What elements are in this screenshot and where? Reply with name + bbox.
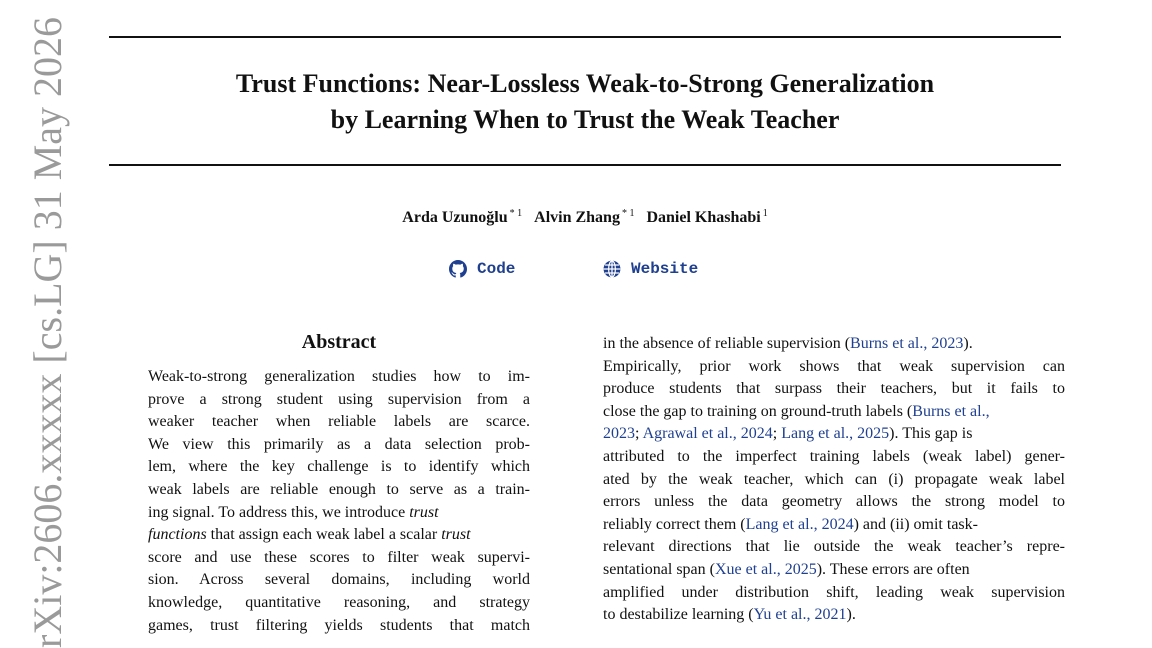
intro-text: sentational span ( (603, 560, 715, 578)
abstract-line (148, 524, 530, 547)
author-2 (534, 209, 634, 226)
abstract-line: prove a strong student using supervision from a (148, 390, 530, 408)
emphasis-trust: trust (441, 526, 471, 544)
citation-link[interactable]: Lang et al., 2025 (781, 425, 890, 443)
intro-line: relevant directions that lie outside the weak teacher’s repre- (603, 538, 1065, 556)
author-name: Arda Uzunoğlu (402, 209, 508, 227)
code-link-label: Code (477, 260, 516, 278)
intro-text: ). (846, 606, 856, 624)
author-1 (402, 209, 522, 226)
paper-title (109, 66, 1061, 138)
abstract-heading: Abstract (301, 331, 377, 353)
intro-text: ). This gap is (889, 425, 973, 443)
citation-link[interactable]: Burns et al., (912, 402, 990, 420)
abstract-line: weak labels are reliable enough to serve as a train- (148, 480, 530, 498)
author-affiliation-mark: 1 (762, 208, 768, 219)
intro-text: ). (963, 335, 973, 352)
code-link[interactable] (449, 260, 515, 278)
abstract-line: lem, where the key challenge is to identify which (148, 458, 530, 476)
author-list (109, 208, 1061, 227)
intro-line (603, 559, 1065, 582)
abstract-line: knowledge, quantitative reasoning, and strategy (148, 593, 530, 611)
intro-line: errors unless the data geometry allows the strong model to (603, 493, 1065, 511)
abstract-line: We view this primarily as a data selection prob- (148, 435, 530, 453)
citation-link[interactable]: Xue et al., 2025 (714, 560, 817, 578)
resource-links (0, 260, 1152, 284)
intro-line (603, 604, 1065, 627)
intro-line: ated by the weak teacher, which can (i) propagate weak label (603, 470, 1065, 488)
author-affiliation-mark: * 1 (509, 208, 523, 219)
author-name: Daniel Khashabi (646, 209, 761, 227)
citation-link[interactable]: 2023 (603, 425, 635, 443)
arxiv-stamp: rXiv:2606.xxxxx [cs.LG] 31 May 2026 (25, 16, 70, 648)
globe-icon (603, 260, 621, 278)
abstract-text: ing signal. To address this, we introduce (148, 503, 406, 521)
title-line-2: by Learning When to Trust the Weak Teacher (330, 105, 840, 134)
abstract-line: sion. Across several domains, including world (148, 571, 530, 589)
introduction-body (603, 333, 1065, 627)
citation-link[interactable]: Yu et al., 2021 (753, 606, 847, 624)
title-rule-top (109, 36, 1061, 38)
emphasis-functions: functions (148, 526, 207, 544)
author-name: Alvin Zhang (534, 209, 620, 227)
citation-link[interactable]: Burns et al., 2023 (850, 335, 964, 352)
intro-text: ). These errors are often (816, 560, 970, 578)
author-affiliation-mark: * 1 (621, 208, 635, 219)
github-icon (449, 260, 467, 278)
intro-line: attributed to the imperfect training labels (weak label) gener- (603, 447, 1065, 465)
intro-text: to destabilize learning ( (603, 606, 754, 624)
website-link[interactable] (603, 260, 698, 278)
intro-text: ; (772, 425, 782, 443)
intro-line (603, 401, 1065, 424)
author-3 (646, 209, 767, 226)
abstract-line: Weak-to-strong generalization studies how to im- (148, 368, 530, 385)
intro-text: reliably correct them ( (603, 515, 746, 533)
abstract-text: that assign each weak label a scalar (206, 526, 442, 544)
abstract-line: weaker teacher when reliable labels are scarce. (148, 413, 530, 431)
abstract-line: score and use these scores to filter weak supervi- (148, 548, 530, 566)
title-line-1: Trust Functions: Near-Lossless Weak-to-Strong Generalization (235, 69, 935, 98)
abstract-line (148, 502, 530, 525)
intro-text: close the gap to training on ground-truth labels ( (603, 402, 913, 420)
abstract-body (148, 366, 530, 637)
website-link-label: Website (631, 260, 699, 278)
citation-link[interactable]: Agrawal et al., 2024 (642, 425, 773, 443)
intro-line (603, 333, 1065, 356)
abstract-line: games, trust filtering yields students that match (148, 616, 530, 634)
citation-link[interactable]: Lang et al., 2024 (745, 515, 854, 533)
intro-line: Empirically, prior work shows that weak supervision can (603, 357, 1065, 375)
intro-line (603, 423, 1065, 446)
intro-line (603, 514, 1065, 537)
emphasis-trust: trust (409, 503, 439, 521)
intro-text: in the absence of reliable supervision ( (603, 335, 851, 352)
intro-text: ; (635, 425, 643, 443)
intro-line: amplified under distribution shift, leading weak supervision (603, 583, 1065, 601)
title-rule-bottom (109, 164, 1061, 166)
intro-line: produce students that surpass their teachers, but it fails to (603, 380, 1065, 398)
intro-text: ) and (ii) omit task- (853, 515, 978, 533)
